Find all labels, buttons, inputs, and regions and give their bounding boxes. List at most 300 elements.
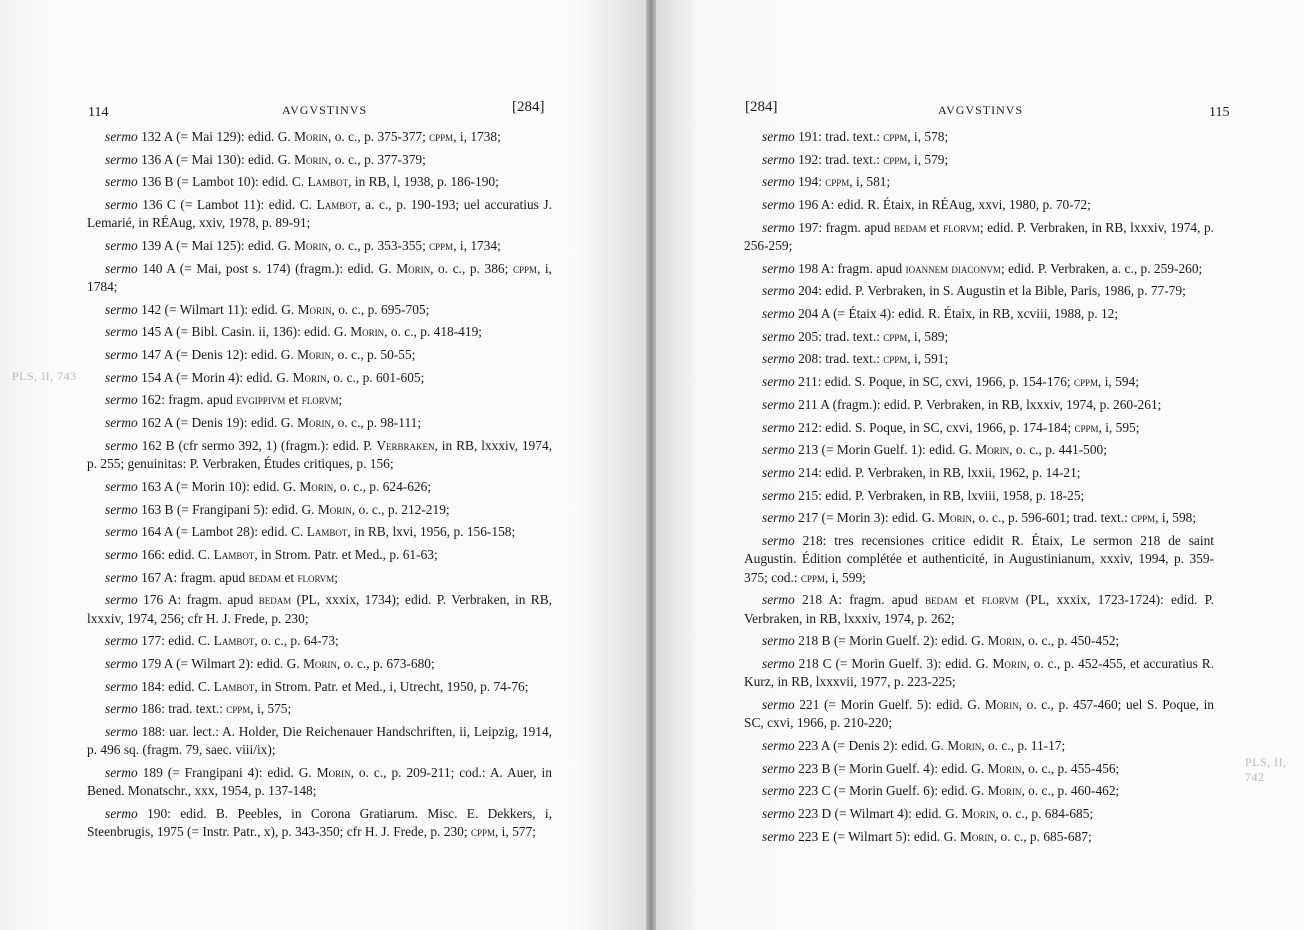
author-name: Morin — [959, 828, 994, 844]
entry-text: , o. c., p. 375-377; — [328, 129, 430, 144]
entry-text: : trad. text.: — [161, 701, 227, 717]
sermo-label: sermo — [105, 392, 138, 408]
sermo-number: 163 B — [141, 501, 174, 517]
sermo-number: 188 — [141, 724, 162, 739]
sermo-number: 132 A — [141, 129, 173, 144]
sermo-number: 136 B — [141, 174, 174, 190]
entry-text: , o. c., p. 11-17; — [981, 737, 1066, 753]
sermo-entry — [87, 437, 552, 474]
sermo-number: 186 — [141, 701, 162, 717]
entry-text: : edid. C. — [161, 678, 214, 694]
sermo-number: 211 — [798, 374, 818, 390]
sermo-number: 217 — [798, 510, 819, 526]
sermo-number: 204 A — [798, 306, 830, 322]
sermo-number: 223 A — [798, 737, 830, 753]
author-name: Morin — [350, 324, 385, 340]
entry-text: , o. c., p. 460-462; — [1021, 783, 1120, 799]
author-name: evgippivm — [236, 392, 286, 408]
entry-text: , i, 598; — [1155, 510, 1197, 526]
sermo-label: sermo — [762, 783, 795, 799]
entry-text: : trad. text.: — [818, 151, 884, 167]
sermo-entry — [87, 805, 552, 842]
entry-text: , i, 1784; — [87, 260, 552, 295]
sermo-number: 214 — [798, 464, 819, 480]
author-name: Lambot — [316, 197, 358, 213]
entry-text: , i, 591; — [907, 351, 949, 367]
entry-text: (= Mai 130): edid. G. — [172, 151, 295, 167]
entry-text: , i, 577; — [494, 824, 536, 840]
sermo-label: sermo — [762, 696, 795, 712]
sermo-number: 196 A — [798, 197, 831, 213]
left-margin-note: PLS, II, 743 — [12, 369, 77, 383]
sermo-entry — [744, 373, 1214, 391]
entry-text: (= Morin 3): edid. G. — [818, 510, 939, 526]
entry-text: : edid. P. Verbraken, in S. Augustin et la Bible, Paris, 1986, p. 77-79; — [818, 283, 1186, 299]
sermo-label: sermo — [105, 805, 138, 821]
sermo-number: 223 E — [798, 828, 830, 844]
author-name: cppm — [226, 701, 251, 717]
sermo-label: sermo — [105, 678, 138, 694]
sermo-entry — [87, 569, 552, 587]
sermo-label: sermo — [105, 478, 138, 494]
sermo-number: 154 A — [141, 369, 173, 385]
sermo-number: 177 — [141, 633, 162, 649]
entry-text: , o. c., p. 673-680; — [336, 655, 435, 671]
entry-text: , o. c., p. 441-500; — [1009, 442, 1107, 458]
sermo-label: sermo — [762, 510, 795, 526]
sermo-label: sermo — [762, 306, 795, 322]
sermo-number: 205 — [798, 328, 819, 344]
entry-text: , o. c., p. 684-685; — [995, 805, 1094, 821]
entry-text: : edid. C. — [161, 633, 214, 649]
sermo-label: sermo — [105, 655, 138, 671]
sermo-label: sermo — [762, 487, 795, 503]
book-gutter — [646, 0, 656, 930]
entry-text: (= Lambot 10): edid. C. — [173, 174, 308, 190]
entry-text: (= Morin Guelf. 5): edid. G. — [819, 696, 985, 712]
sermo-entry — [87, 128, 552, 146]
entry-text: (= Frangipani 5): edid. G. — [173, 501, 318, 517]
sermo-number: 190 — [147, 805, 168, 821]
author-name: Morin — [317, 501, 352, 517]
entry-text: , in RB, lxxxiv, 1974, p. 255; genuinitas: P. Verbraken, Études critiques, p. 156; — [87, 437, 552, 472]
author-name: cppm — [883, 129, 908, 144]
sermo-number: 215 — [798, 487, 819, 503]
entry-text: (= Morin 4): edid. G. — [172, 369, 293, 385]
author-name: Morin — [297, 301, 332, 317]
author-name: Lambot — [307, 174, 349, 190]
sermo-label: sermo — [105, 701, 138, 717]
sermo-entry — [744, 173, 1214, 191]
sermo-label: sermo — [105, 151, 138, 167]
sermo-number: 139 A — [141, 238, 173, 254]
entry-text: (= Bibl. Casin. ii, 136): edid. G. — [172, 324, 351, 340]
sermo-entry — [744, 737, 1214, 755]
sermo-label: sermo — [762, 174, 795, 190]
sermo-number: 223 B — [798, 760, 831, 776]
left-entry-list — [87, 128, 552, 846]
entry-text: et — [926, 219, 944, 235]
sermo-entry — [744, 128, 1214, 146]
sermo-entry — [744, 282, 1214, 300]
entry-text: ; edid. P. Verbraken, in RB, lxxxiv, 1974, p. 256-259; — [744, 219, 1214, 254]
left-section-number: [284] — [512, 99, 545, 115]
entry-text: (= Lambot 28): edid. C. — [172, 524, 307, 540]
entry-text: (= Lambot 11): edid. C. — [175, 197, 317, 213]
author-name: cppm — [883, 328, 908, 344]
sermo-number: 191 — [798, 129, 819, 144]
entry-text: (= Morin Guelf. 3): edid. G. — [831, 655, 993, 671]
sermo-entry — [87, 523, 552, 541]
author-name: Morin — [299, 478, 334, 494]
sermo-number: 218 C — [798, 655, 832, 671]
sermo-number: 163 A — [141, 478, 173, 494]
sermo-label: sermo — [105, 592, 138, 608]
author-name: Morin — [292, 369, 327, 385]
entry-text: , o. c., p. 452-455, et accuratius R. Kurz, in RB, lxxxvii, 1977, p. 223-225; — [744, 655, 1214, 690]
entry-text: : edid. S. Poque, in SC, cxvi, 1966, p. 174-184; — [818, 419, 1075, 435]
sermo-entry — [87, 764, 552, 801]
entry-text: (= Denis 19): edid. G. — [172, 415, 298, 431]
sermo-number: 145 A — [141, 324, 173, 340]
author-name: Morin — [987, 760, 1022, 776]
entry-text: : edid. R. Étaix, in RÉAug, xxvi, 1980, p. 70-72; — [830, 197, 1091, 213]
entry-text: , o. c., p. 64-73; — [254, 633, 339, 649]
author-name: Morin — [992, 655, 1027, 671]
entry-text: , o. c., p. 601-605; — [326, 369, 425, 385]
entry-text: , o. c., p. 624-626; — [333, 478, 432, 494]
author-name: cppm — [512, 260, 537, 276]
sermo-entry — [87, 237, 552, 255]
author-name: florvm — [981, 592, 1019, 608]
author-name: Morin — [316, 764, 351, 780]
sermo-entry — [744, 305, 1214, 323]
sermo-number: 189 — [142, 764, 163, 780]
author-name: Morin — [297, 415, 331, 431]
sermo-entry — [87, 655, 552, 673]
entry-text: (= Denis 12): edid. G. — [172, 347, 298, 363]
sermo-number: 142 — [141, 301, 162, 317]
entry-text: (= Wilmart 4): edid. G. — [831, 805, 962, 821]
sermo-entry — [744, 441, 1214, 459]
sermo-entry — [87, 723, 552, 760]
sermo-number: 140 A — [142, 260, 176, 276]
sermo-label: sermo — [762, 129, 795, 144]
entry-text: (= Denis 2): edid. G. — [829, 737, 948, 753]
sermo-label: sermo — [105, 129, 138, 144]
sermo-entry — [744, 760, 1214, 778]
sermo-number: 164 A — [141, 524, 173, 540]
sermo-label: sermo — [105, 524, 138, 540]
entry-text: , i, 1734; — [453, 238, 501, 254]
author-name: bedam — [248, 569, 282, 585]
sermo-number: 204 — [798, 283, 819, 299]
sermo-entry — [744, 655, 1214, 692]
sermo-entry — [87, 546, 552, 564]
sermo-label: sermo — [105, 764, 138, 780]
sermo-entry — [744, 487, 1214, 505]
sermo-label: sermo — [762, 219, 795, 235]
sermo-entry — [87, 632, 552, 650]
right-running-title: AVGVSTINVS — [938, 103, 1024, 117]
sermo-entry — [744, 828, 1214, 846]
author-name: Morin — [294, 238, 328, 254]
sermo-number: 136 C — [142, 197, 176, 213]
sermo-number: 162 — [141, 392, 162, 408]
entry-text: , in RB, l, 1938, p. 186-190; — [348, 174, 499, 190]
sermo-label: sermo — [105, 347, 138, 363]
sermo-entry — [744, 328, 1214, 346]
entry-text: , o. c., p. 98-111; — [330, 415, 422, 431]
sermo-entry — [744, 196, 1214, 214]
entry-text: : fragm. apud — [838, 592, 926, 608]
sermo-label: sermo — [762, 351, 795, 367]
sermo-label: sermo — [762, 828, 795, 844]
sermo-label: sermo — [762, 592, 795, 608]
entry-text: : edid. C. — [161, 546, 214, 562]
entry-text: , i, 589; — [907, 328, 949, 344]
sermo-entry — [87, 700, 552, 718]
sermo-number: 223 D — [798, 805, 832, 821]
author-name: cppm — [883, 351, 908, 367]
author-name: cppm — [1131, 510, 1156, 526]
entry-text: , o. c., p. 596-601; trad. text.: — [971, 510, 1132, 526]
sermo-label: sermo — [762, 328, 795, 344]
entry-text: ; — [334, 569, 338, 585]
author-name: cppm — [470, 824, 495, 840]
right-margin-note: PLS, II, 742 — [1245, 755, 1287, 784]
entry-text: (= Wilmart 5): edid. G. — [829, 828, 960, 844]
author-name: Lambot — [213, 546, 255, 562]
entry-text: (cfr sermo 392, 1) (fragm.): edid. P. — [174, 437, 377, 453]
entry-text: : fragm. apud — [830, 260, 906, 276]
sermo-number: 198 A — [798, 260, 831, 276]
entry-text: , o. c., p. 353-355; — [328, 238, 430, 254]
entry-text: (= Morin Guelf. 1): edid. G. — [818, 442, 976, 458]
sermo-number: 223 C — [798, 783, 831, 799]
entry-text: , in RB, lxvi, 1956, p. 156-158; — [347, 524, 516, 540]
sermo-entry — [87, 323, 552, 341]
sermo-label: sermo — [762, 197, 795, 213]
sermo-entry — [744, 260, 1214, 278]
sermo-number: 197 — [798, 219, 819, 235]
sermo-label: sermo — [762, 374, 795, 390]
sermo-entry — [87, 414, 552, 432]
entry-text: , o. c., p. 455-456; — [1021, 760, 1120, 776]
author-name: cppm — [825, 174, 850, 190]
sermo-number: 211 A — [798, 396, 830, 412]
entry-text: , o. c., p. 212-219; — [351, 501, 450, 517]
entry-text: (fragm.): edid. P. Verbraken, in RB, lxxxiv, 1974, p. 260-261; — [829, 396, 1162, 412]
sermo-entry — [744, 509, 1214, 527]
sermo-label: sermo — [105, 369, 138, 385]
author-name: bedam — [258, 592, 292, 608]
sermo-label: sermo — [762, 737, 795, 753]
entry-text: : edid. B. Peebles, in Corona Gratiarum. Misc. E. Dekkers, i, Steenbrugis, 1975 (= Instr. Patr., x), p. 343-350; cfr H. J. Frede, p. 230; — [87, 805, 552, 840]
entry-text: : trad. text.: — [818, 129, 884, 144]
sermo-label: sermo — [105, 324, 138, 340]
entry-text: , in Strom. Patr. et Med., p. 61-63; — [254, 546, 438, 562]
sermo-entry — [744, 591, 1214, 628]
sermo-entry — [87, 591, 552, 628]
sermo-number: 179 A — [141, 655, 173, 671]
author-name: Lambot — [306, 524, 348, 540]
entry-text: (= Morin 10): edid. G. — [172, 478, 300, 494]
entry-text: et — [281, 569, 298, 585]
author-name: bedam — [893, 219, 927, 235]
sermo-label: sermo — [762, 396, 795, 412]
author-name: Morin — [302, 655, 337, 671]
entry-text: , i, 595; — [1098, 419, 1140, 435]
entry-text: : edid. S. Poque, in SC, cxvi, 1966, p. 154-176; — [817, 374, 1074, 390]
author-name: ioannem diaconvm — [905, 260, 1001, 276]
entry-text: : tres recensiones critice edidit R. Étaix, Le sermon 218 de saint Augustin. Édition complétée et authenticité, in Augustinianum, xxxiv, 1994, p. 359-375; cod.: — [744, 532, 1214, 585]
sermo-number: 208 — [798, 351, 819, 367]
entry-text: , in Strom. Patr. et Med., i, Utrecht, 1950, p. 74-76; — [254, 678, 529, 694]
entry-text: ; — [338, 392, 343, 408]
author-name: Lambot — [213, 678, 255, 694]
sermo-entry — [87, 501, 552, 519]
entry-text: , o. c., p. 386; — [430, 260, 513, 276]
entry-text: , o. c., p. 457-460; uel S. Poque, in SC, cxvi, 1966, p. 210-220; — [744, 696, 1214, 731]
sermo-entry — [87, 346, 552, 364]
author-name: Morin — [294, 151, 328, 167]
sermo-entry — [87, 369, 552, 387]
sermo-label: sermo — [762, 760, 795, 776]
author-name: Morin — [987, 633, 1022, 649]
sermo-label: sermo — [105, 197, 138, 213]
sermo-entry — [744, 532, 1214, 587]
author-name: bedam — [925, 592, 958, 608]
author-name: cppm — [800, 569, 825, 585]
sermo-label: sermo — [762, 532, 795, 548]
entry-text: (PL, xxxix, 1734); edid. P. Verbraken, in RB, lxxxiv, 1974, 256; cfr H. J. Frede, p. 230; — [87, 592, 552, 626]
sermo-label: sermo — [105, 633, 138, 649]
author-name: Morin — [961, 805, 996, 821]
sermo-label: sermo — [762, 151, 795, 167]
sermo-label: sermo — [105, 437, 138, 453]
entry-text: (= Morin Guelf. 6): edid. G. — [830, 783, 988, 799]
sermo-entry — [87, 196, 552, 233]
right-section-number: [284] — [745, 99, 778, 115]
entry-text: , i, 575; — [250, 701, 292, 717]
sermo-entry — [744, 696, 1214, 733]
sermo-entry — [744, 396, 1214, 414]
entry-text: , i, 581; — [849, 174, 891, 190]
author-name: florvm — [943, 219, 980, 235]
sermo-number: 194 — [798, 174, 819, 190]
author-name: cppm — [429, 129, 454, 144]
sermo-label: sermo — [762, 464, 795, 480]
entry-text: (= Mai, post s. 174) (fragm.): edid. G. — [175, 260, 397, 276]
sermo-number: 213 — [798, 442, 819, 458]
entry-text: ; edid. P. Verbraken, a. c., p. 259-260; — [1000, 260, 1203, 276]
entry-text: , o. c., p. 695-705; — [331, 301, 430, 317]
author-name: cppm — [883, 151, 908, 167]
sermo-label: sermo — [105, 174, 138, 190]
author-name: Lambot — [213, 633, 255, 649]
entry-text: : trad. text.: — [818, 328, 884, 344]
author-name: Morin — [975, 442, 1010, 458]
author-name: Morin — [396, 260, 431, 276]
sermo-label: sermo — [762, 655, 795, 671]
left-running-title: AVGVSTINVS — [282, 103, 368, 117]
right-entry-list — [744, 128, 1214, 850]
entry-text: : edid. P. Verbraken, in RB, lxviii, 1958, p. 18-25; — [818, 487, 1085, 503]
entry-text: : — [818, 174, 826, 190]
sermo-label: sermo — [105, 569, 138, 585]
entry-text: , o. c., p. 685-687; — [993, 828, 1092, 844]
sermo-entry — [87, 478, 552, 496]
left-page-number: 114 — [88, 105, 109, 120]
entry-text: et — [957, 592, 982, 608]
entry-text: : fragm. apud — [177, 592, 259, 608]
author-name: florvm — [301, 392, 339, 408]
entry-text: , i, 579; — [907, 151, 949, 167]
sermo-label: sermo — [105, 501, 138, 517]
sermo-entry — [744, 805, 1214, 823]
author-name: Morin — [297, 347, 331, 363]
sermo-number: 176 A — [143, 592, 178, 608]
sermo-entry — [744, 219, 1214, 256]
sermo-entry — [87, 151, 552, 169]
sermo-number: 218 — [802, 532, 823, 548]
sermo-number: 147 A — [141, 347, 173, 363]
sermo-number: 218 B — [798, 633, 831, 649]
entry-text: , o. c., p. 418-419; — [384, 324, 482, 340]
entry-text: , i, 594; — [1098, 374, 1139, 390]
entry-text: , o. c., p. 50-55; — [330, 347, 416, 363]
author-name: florvm — [297, 569, 335, 585]
author-name: Morin — [987, 783, 1022, 799]
entry-text: , i, 578; — [907, 129, 949, 144]
sermo-label: sermo — [105, 301, 138, 317]
sermo-label: sermo — [105, 546, 138, 562]
sermo-entry — [87, 301, 552, 319]
entry-text: (PL, xxxix, 1723-1724): edid. P. Verbraken, in RB, lxxxiv, 1974, p. 262; — [744, 592, 1214, 626]
entry-text: , o. c., p. 450-452; — [1021, 633, 1120, 649]
author-name: Morin — [984, 696, 1019, 712]
entry-text: (= Wilmart 2): edid. G. — [172, 655, 303, 671]
sermo-entry — [87, 391, 552, 409]
sermo-label: sermo — [762, 419, 795, 435]
sermo-number: 192 — [798, 151, 819, 167]
sermo-label: sermo — [762, 260, 795, 276]
sermo-number: 221 — [799, 696, 820, 712]
sermo-number: 136 A — [141, 151, 173, 167]
entry-text: , i, 1738; — [453, 129, 501, 144]
sermo-entry — [744, 151, 1214, 169]
sermo-label: sermo — [762, 805, 795, 821]
sermo-number: 218 A — [801, 592, 839, 608]
entry-text: et — [285, 392, 302, 408]
author-name: Morin — [938, 510, 972, 526]
sermo-label: sermo — [105, 724, 138, 739]
author-name: Morin — [947, 737, 982, 753]
sermo-label: sermo — [762, 442, 795, 458]
entry-text: (= Morin Guelf. 4): edid. G. — [830, 760, 988, 776]
author-name: cppm — [429, 238, 454, 254]
sermo-number: 167 A — [141, 569, 174, 585]
entry-text: (= Frangipani 4): edid. G. — [162, 764, 317, 780]
sermo-number: 184 — [141, 678, 162, 694]
sermo-number: 162 B — [141, 437, 175, 453]
sermo-number: 162 A — [141, 415, 173, 431]
entry-text: , a. c., p. 190-193; uel accuratius J. Lemarié, in RÉAug, xxiv, 1978, p. 89-91; — [87, 197, 552, 231]
entry-text: : edid. P. Verbraken, in RB, lxxii, 1962, p. 14-21; — [818, 464, 1081, 480]
entry-text: , i, 599; — [824, 569, 866, 585]
entry-text: , o. c., p. 209-211; cod.: A. Auer, in Bened. Monatschr., xxx, 1954, p. 137-148; — [87, 764, 552, 799]
